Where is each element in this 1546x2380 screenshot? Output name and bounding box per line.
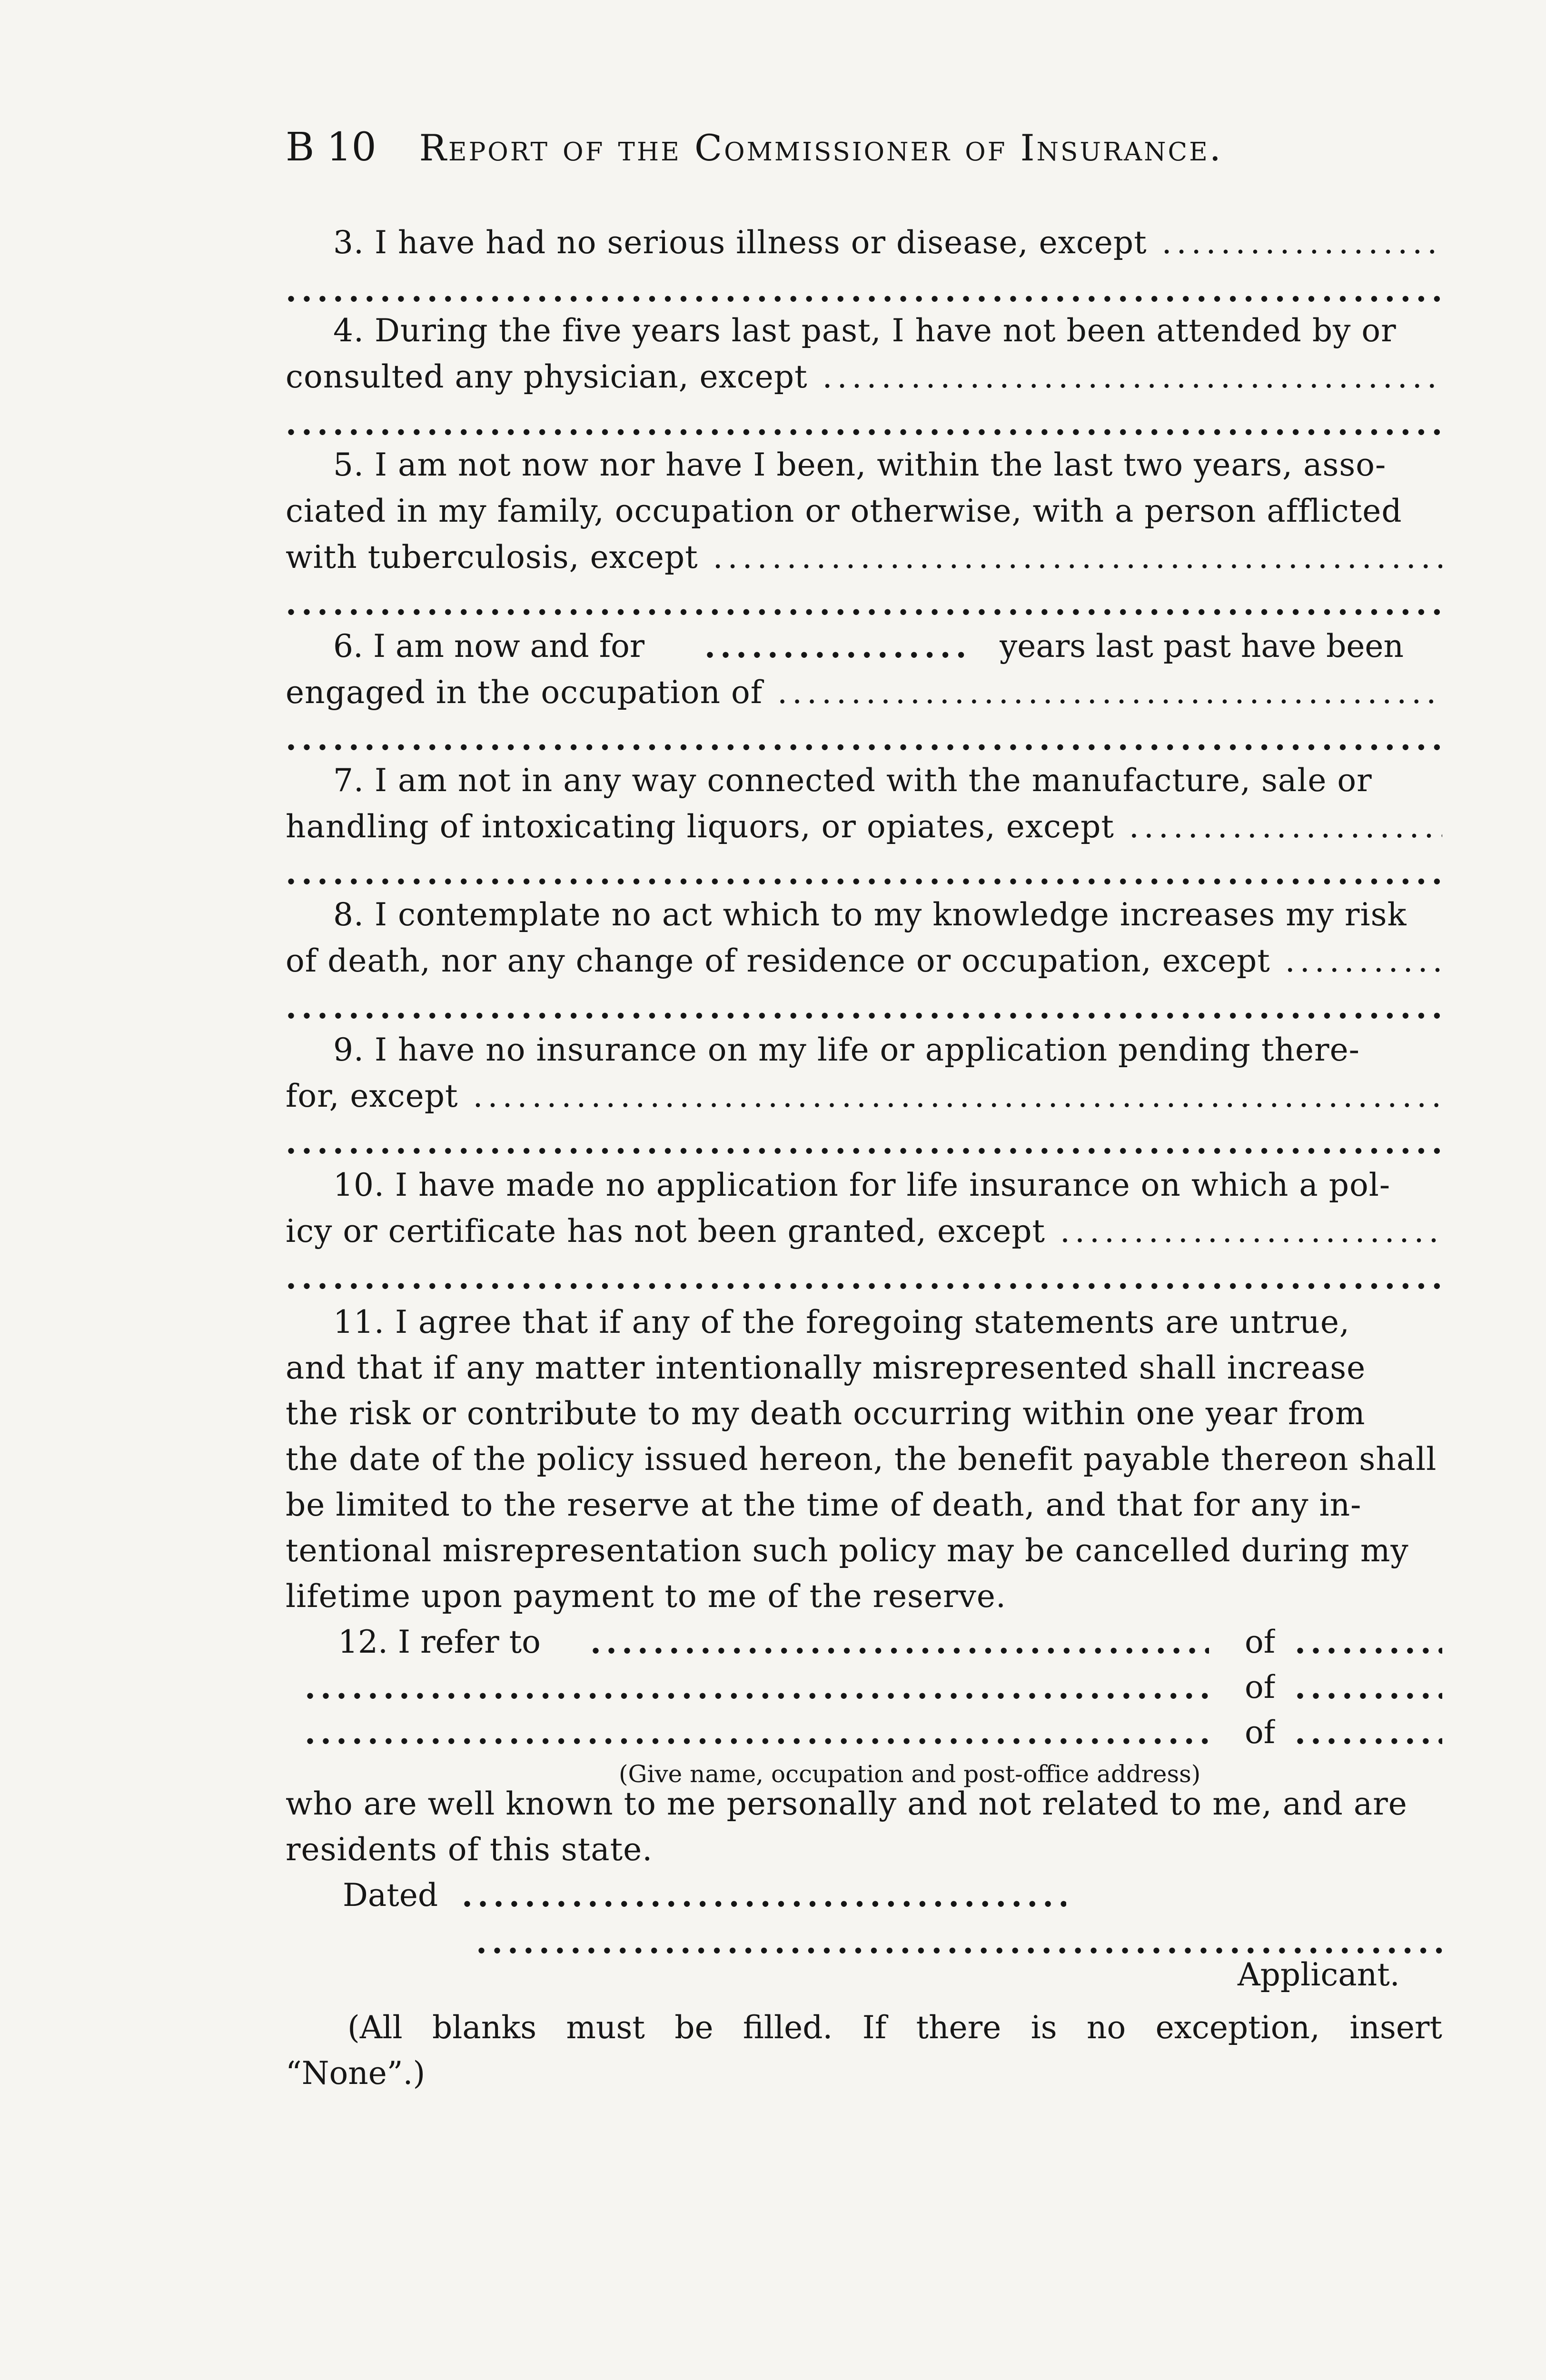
footer-word: exception, — [1155, 2009, 1320, 2046]
item-6-years-blank[interactable] — [704, 627, 971, 665]
footer-word: there — [916, 2009, 1001, 2046]
reference-3-address-blank[interactable] — [1295, 1714, 1442, 1752]
footer-word: filled. — [743, 2009, 833, 2046]
item-8-blank[interactable] — [286, 988, 1442, 1026]
reference-2-name-blank[interactable] — [305, 1668, 1209, 1706]
footer-word: blanks — [432, 2009, 537, 2046]
footer-word: is — [1031, 2009, 1057, 2046]
item-8-line-1: 8. I contemplate no act which to my knowledge increases my risk — [333, 896, 1407, 933]
item-7-blank[interactable] — [286, 854, 1442, 892]
dated-blank[interactable] — [462, 1876, 1066, 1914]
footer-note — [286, 2005, 1442, 2096]
item-10-blank[interactable] — [286, 1259, 1442, 1297]
item-11-line-4: the date of the policy issued hereon, the benefit payable thereon shall — [286, 1441, 1437, 1478]
after-12-line-1: who are well known to me personally and not related to me, and are — [286, 1785, 1407, 1822]
item-6-line-2: engaged in the occupation of ..... — [286, 674, 1442, 712]
item-6-text-a: 6. I am now and for — [333, 628, 645, 664]
page-title: Report of the Commissioner of Insurance. — [419, 127, 1223, 169]
footer-note-line-2: “None”.) — [286, 2055, 426, 2092]
signature-line — [286, 1923, 1442, 1961]
item-4-line-1: 4. During the five years last past, I have not been attended by or — [333, 312, 1397, 349]
footer-note-line-1 — [286, 2005, 1442, 2051]
item-12-line-3 — [286, 1714, 1442, 1752]
reference-1-address-blank[interactable] — [1295, 1623, 1442, 1661]
item-11-line-2: and that if any matter intentionally misrepresented shall increase — [286, 1349, 1366, 1386]
item-9-blank[interactable] — [286, 1123, 1442, 1161]
item-4-line-2: consulted any physician, except ..... — [286, 358, 1442, 396]
item-4-blank[interactable] — [286, 405, 1442, 443]
item-6-text-b: years last past have been — [1000, 628, 1404, 664]
item-6-blank[interactable] — [286, 720, 1442, 758]
footer-word: be — [674, 2009, 714, 2046]
item-10-line-1: 10. I have made no application for life insurance on which a pol- — [333, 1167, 1391, 1203]
item-5-line-2: ciated in my family, occupation or otherwise, with a person afflicted — [286, 493, 1402, 529]
footer-word: (All — [347, 2009, 403, 2046]
item-12-label: 12. I refer to — [338, 1624, 541, 1660]
item-12-line-1 — [286, 1623, 1442, 1661]
item-11-line-3: the risk or contribute to my death occurring within one year from — [286, 1395, 1366, 1432]
dated-line — [286, 1876, 1442, 1914]
item-10-line-2: icy or certificate has not been granted, except ..... — [286, 1212, 1442, 1250]
item-5-blank[interactable] — [286, 585, 1442, 623]
item-11-line-5: be limited to the reserve at the time of death, and that for any in- — [286, 1487, 1362, 1523]
after-12-line-2: residents of this state. — [286, 1831, 653, 1868]
reference-3-of: of — [1245, 1714, 1276, 1751]
item-9-line-2: for, except ..... — [286, 1077, 1442, 1115]
item-11-line-7: lifetime upon payment to me of the reserve. — [286, 1578, 1006, 1615]
signature-blank[interactable] — [476, 1923, 1442, 1961]
footer-word: If — [862, 2009, 887, 2046]
item-11-line-6: tentional misrepresentation such policy may be cancelled during my — [286, 1532, 1409, 1569]
reference-1-name-blank[interactable] — [590, 1623, 1209, 1661]
item-3-blank[interactable] — [286, 271, 1442, 309]
dated-label: Dated — [343, 1877, 438, 1914]
reference-2-of: of — [1245, 1669, 1276, 1706]
page-number: B 10 — [286, 125, 377, 170]
footer-word: must — [566, 2009, 645, 2046]
item-3-line: 3. I have had no serious illness or disease, except ..... — [286, 224, 1442, 262]
reference-3-name-blank[interactable] — [305, 1714, 1209, 1752]
item-8-line-2: of death, nor any change of residence or occupation, except ..... — [286, 942, 1442, 980]
item-6-line-1 — [286, 627, 1442, 665]
footer-word: insert — [1349, 2009, 1442, 2046]
item-7-line-1: 7. I am not in any way connected with the manufacture, sale or — [333, 762, 1372, 799]
reference-2-address-blank[interactable] — [1295, 1668, 1442, 1706]
item-7-line-2: handling of intoxicating liquors, or opiates, except ..... — [286, 808, 1442, 846]
reference-caption: (Give name, occupation and post-office address) — [619, 1760, 1201, 1788]
page-header — [286, 125, 1223, 170]
item-5-line-3: with tuberculosis, except ..... — [286, 538, 1442, 576]
item-12-line-2 — [286, 1668, 1442, 1706]
reference-1-of: of — [1245, 1624, 1276, 1660]
item-9-line-1: 9. I have no insurance on my life or application pending there- — [333, 1031, 1360, 1068]
item-11-line-1: 11. I agree that if any of the foregoing statements are untrue, — [333, 1304, 1350, 1340]
footer-word: no — [1086, 2009, 1126, 2046]
applicant-label: Applicant. — [1238, 1956, 1400, 1993]
item-5-line-1: 5. I am not now nor have I been, within the last two years, asso- — [333, 446, 1387, 483]
